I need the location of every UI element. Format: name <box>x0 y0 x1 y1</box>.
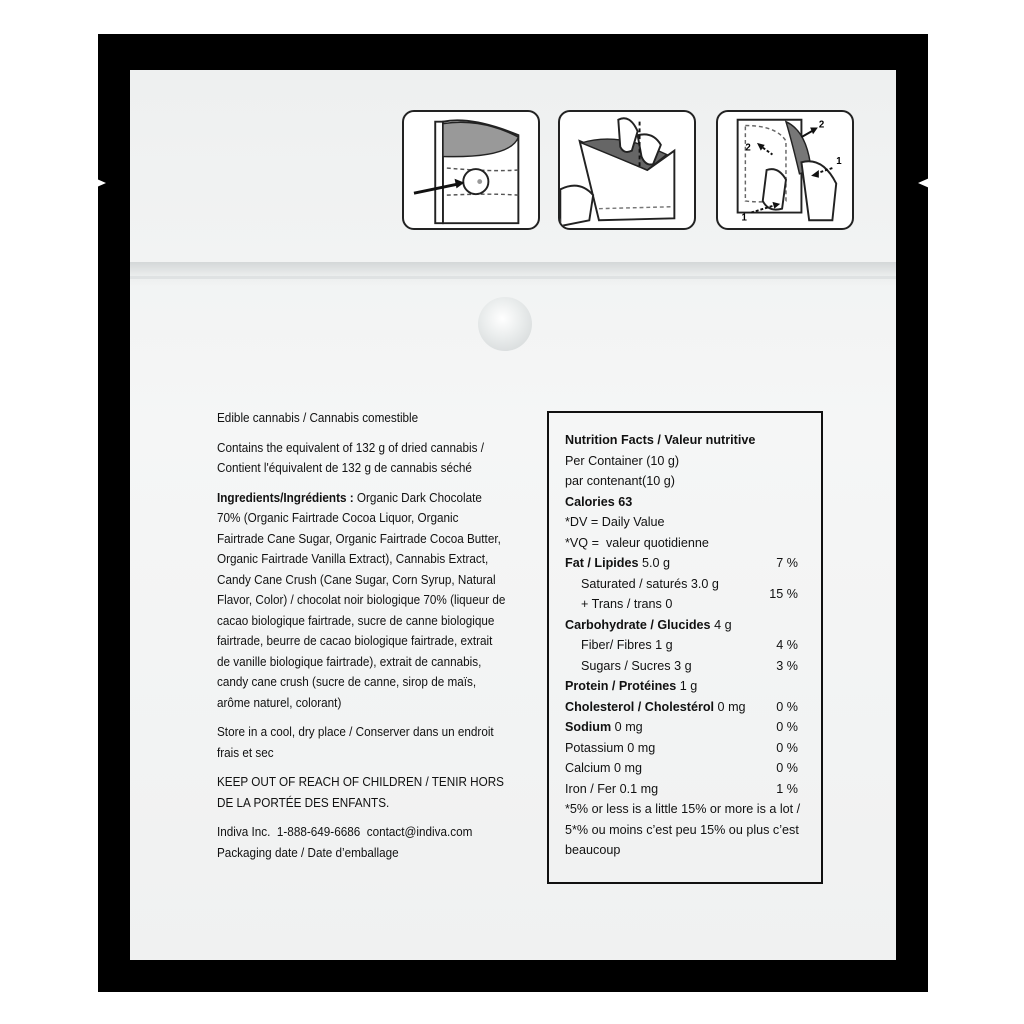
company-info <box>217 822 507 863</box>
ingredients-list: Organic Dark Chocolate 70% (Organic Fairtrade Cocoa Liquor, Organic Fairtrade Cane Sugar, Organic Fairtrade Cocoa Butter, Organic Fairtrade Vanilla Extract), Cannabis Extract, Candy Cane Crush (Cane Sugar, Corn Syrup, Natural Flavor, Color) / chocolat noir biologique 70% (liqueur de cacao biologique fairtrade, sucre de canne biologique fairtrade, beurre de cacao biologique fairtrade, extrait de vanille biologique fairtrade), extrait de cannabis, candy cane crush (sucre de canne, sirop de maïs, arôme naturel, colorant) <box>217 490 506 710</box>
par-contenant: par contenant(10 g) <box>565 474 675 488</box>
hang-hole <box>478 297 532 351</box>
calories: Calories 63 <box>565 494 633 509</box>
zipper-seal <box>130 276 896 279</box>
nutrition-facts-table <box>565 430 813 861</box>
company-contact: Indiva Inc. 1-888-649-6686 contact@indiva.com <box>217 825 473 839</box>
child-warning: KEEP OUT OF REACH OF CHILDREN / TENIR HORS DE LA PORTÉE DES ENFANTS. <box>217 775 505 810</box>
product-label-text <box>217 408 507 872</box>
footnote-fr: 5*% ou moins c’est peu 15% ou plus c’est <box>565 822 799 837</box>
fiber-row: Fiber/ Fibres 1 g 4 % <box>581 638 798 652</box>
cannabis-equivalent: Contains the equivalent of 132 g of dried cannabis / Contient l'équivalent de 132 g de cannabis séché <box>217 440 484 475</box>
potassium-row: Potassium 0 mg 0 % <box>565 740 798 755</box>
ingredients-heading: Ingredients/Ingrédients : <box>217 490 354 505</box>
fat-row: Fat / Lipides 5.0 g 7 % <box>565 556 798 570</box>
storage-instructions: Store in a cool, dry place / Conserver dans un endroit frais et sec <box>217 725 494 760</box>
footnote-fr-cont: beaucoup <box>565 843 621 857</box>
ingredients <box>217 488 507 714</box>
dv-note-en: *DV = Daily Value <box>565 515 665 529</box>
sugars-row: Sugars / Sucres 3 g 3 % <box>581 658 798 673</box>
open-pouch-icon <box>558 110 696 230</box>
tear-notch-icon <box>402 110 540 230</box>
footnote-en: *5% or less is a little 15% or more is a lot / <box>565 802 801 816</box>
zipper-flap <box>130 262 896 286</box>
product-type: Edible cannabis / Cannabis comestible <box>217 411 419 425</box>
cholesterol-row: Cholesterol / Cholestérol 0 mg 0 % <box>565 699 798 714</box>
dv-note-fr: *VQ = valeur quotidienne <box>565 535 709 550</box>
per-container: Per Container (10 g) <box>565 453 680 468</box>
reseal-zipper-icon <box>716 110 854 230</box>
sodium-row: Sodium 0 mg 0 % <box>565 720 798 734</box>
protein-row: Protein / Protéines 1 g <box>565 679 698 693</box>
calcium-row: Calcium 0 mg 0 % <box>565 761 798 775</box>
carbohydrate-row: Carbohydrate / Glucides 4 g <box>565 617 732 632</box>
svg-text:1: 1 <box>836 156 842 168</box>
svg-text:1: 1 <box>741 212 747 224</box>
saturated-trans-row: Saturated / saturés 3.0 g + Trans / trans 0 15 % <box>581 576 798 611</box>
svg-text:2: 2 <box>745 142 751 154</box>
packaging-date: Packaging date / Date d’emballage <box>217 845 399 860</box>
iron-row: Iron / Fer 0.1 mg 1 % <box>565 781 798 796</box>
svg-text:2: 2 <box>818 119 825 131</box>
opening-instructions <box>402 110 858 232</box>
nutrition-title: Nutrition Facts / Valeur nutritive <box>565 433 756 447</box>
